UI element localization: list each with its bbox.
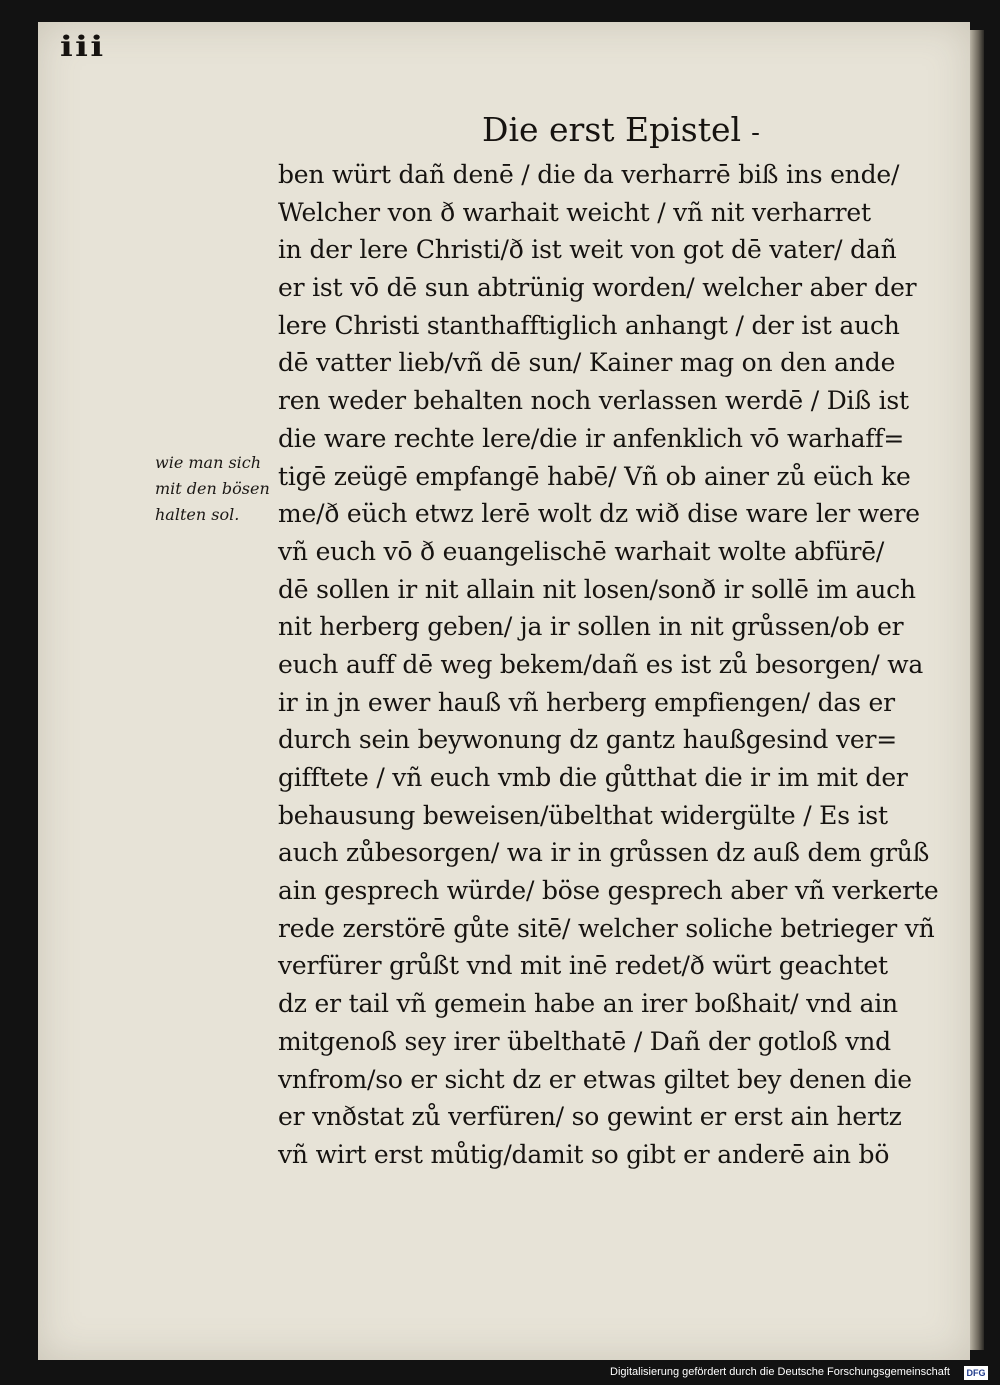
text-line: dē vatter lieb/vñ dē sun/ Kainer mag on den ande	[278, 348, 896, 378]
text-line: gifftete / vñ euch vmb die gůtthat die ir im mit der	[278, 763, 908, 792]
text-line: er ist vō dē sun abtrünig worden/ welcher aber der	[278, 273, 917, 303]
text-line: er vnðstat zů verfüren/ so gewint er erst ain hertz	[278, 1102, 902, 1132]
text-line: Welcher von ð warhait weicht / vñ nit verharret	[278, 197, 871, 227]
running-head	[482, 110, 760, 149]
text-line: dz er tail vñ gemein habe an irer boßhait/ vnd ain	[278, 989, 898, 1019]
body-text	[278, 156, 938, 1174]
text-line: ain gesprech würde/ böse gesprech aber vñ verkerte	[278, 876, 939, 906]
text-line: mitgenoß sey irer übelthatē / Dañ der gotloß vnd	[278, 1026, 891, 1056]
text-line: nit herberg geben/ ja ir sollen in nit grůssen/ob er	[278, 612, 904, 642]
text-line: vnfrom/so er sicht dz er etwas giltet bey denen die	[278, 1064, 912, 1094]
marginal-note	[155, 450, 280, 528]
text-line: vñ wirt erst můtig/damit so gibt er anderē ain bö	[278, 1139, 890, 1169]
text-line: lere Christi stanthafftiglich anhangt / der ist auch	[278, 310, 900, 340]
text-line: dē sollen ir nit allain nit losen/sonð ir sollē im auch	[278, 574, 916, 604]
text-line: ren weder behalten noch verlassen werdē / Diß ist	[278, 386, 909, 416]
marginal-note-line: wie man sich	[155, 453, 262, 472]
page-number: iii	[60, 30, 106, 63]
marginal-note-line: mit den bösen	[155, 479, 270, 498]
text-line: tigē zeügē empfangē habē/ Vñ ob ainer zů eüch ke	[278, 461, 911, 491]
text-line: vñ euch vō ð euangelischē warhait wolte abfürē/	[278, 536, 885, 566]
text-line: ben würt dañ denē / die da verharrē biß ins ende/	[278, 160, 900, 189]
dfg-logo: DFG	[964, 1366, 988, 1380]
text-line: verfürer grůßt vnd mit inē redet/ð würt geachtet	[278, 951, 888, 981]
text-line: me/ð eüch etwz lerē wolt dz wið dise ware ler were	[278, 499, 920, 529]
text-line: behausung beweisen/übelthat widergülte / Es ist	[278, 800, 888, 830]
text-line: euch auff dē weg bekem/dañ es ist zů besorgen/ wa	[278, 649, 924, 679]
text-line: in der lere Christi/ð ist weit von got dē vater/ dañ	[278, 235, 897, 265]
running-head-mark: -	[751, 118, 760, 148]
text-line: rede zerstörē gůte sitē/ welcher soliche betrieger vñ	[278, 913, 935, 943]
funding-credit: Digitalisierung gefördert durch die Deutsche Forschungsgemeinschaft	[610, 1366, 950, 1378]
text-line: die ware rechte lere/die ir anfenklich vō warhaff=	[278, 423, 905, 453]
text-line: auch zůbesorgen/ wa ir in grůssen dz auß dem grůß	[278, 838, 930, 868]
running-head-title: Die erst Epistel	[482, 110, 742, 149]
text-line: durch sein beywonung dz gantz haußgesind ver=	[278, 725, 897, 755]
marginal-note-line: halten sol.	[155, 505, 240, 524]
text-line: ir in jn ewer hauß vñ herberg empfiengen/ das er	[278, 687, 895, 717]
page-edge	[970, 30, 984, 1350]
